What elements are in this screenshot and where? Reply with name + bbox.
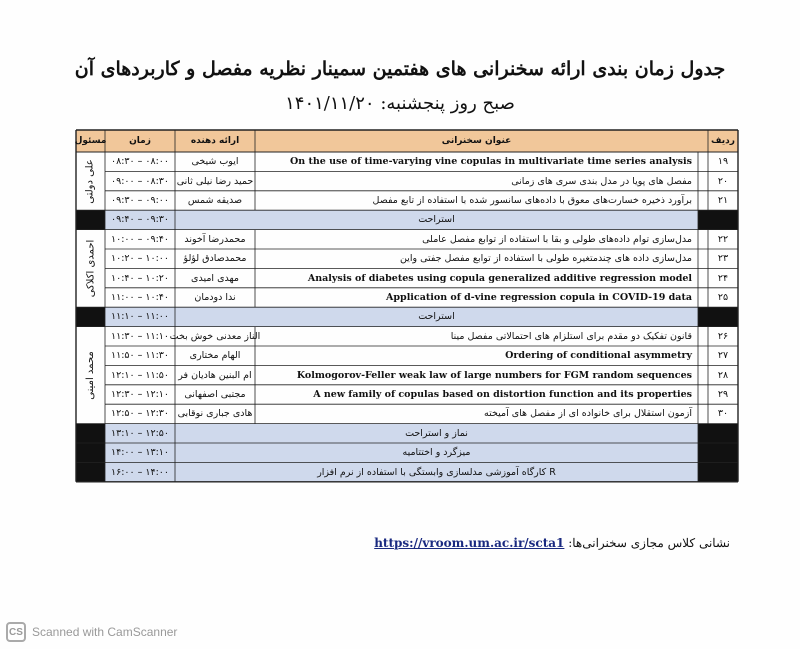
- break-row-dark-cell: [698, 443, 738, 462]
- talk-title: آزمون استقلال برای خانواده ای از مفصل های آمیخته: [484, 408, 692, 420]
- header-time: زمان: [129, 136, 151, 146]
- time-slot: ۱۰:۲۰ – ۱۰:۰۰: [110, 253, 169, 265]
- chair-dark-cell: [76, 307, 105, 326]
- event-label: نماز و استراحت: [405, 427, 468, 439]
- speaker-name: حمید رضا نیلی ثانی: [176, 175, 254, 187]
- row-number: ۲۸: [717, 369, 729, 381]
- time-slot: ۱۰:۰۰ – ۰۹:۴۰: [110, 233, 169, 245]
- time-slot: ۱۳:۱۰ – ۱۲:۵۰: [110, 427, 169, 439]
- time-slot: ۱۱:۳۰ – ۱۱:۱۰: [110, 330, 169, 342]
- speaker-name: ایوب شیخی: [191, 156, 239, 168]
- time-slot: ۱۲:۳۰ – ۱۲:۱۰: [110, 388, 169, 400]
- time-slot: ۰۹:۰۰ – ۰۸:۳۰: [110, 175, 169, 187]
- header-num: ردیف: [711, 136, 735, 146]
- speaker-name: الناز معدنی خوش بخت: [169, 330, 261, 342]
- session-chair-name: احمدی اکلاکی: [85, 239, 97, 298]
- row-number: ۲۶: [717, 330, 729, 342]
- chair-dark-cell: [76, 424, 105, 443]
- page-title: جدول زمان بندی ارائه سخنرانی های هفتمین سمینار نظریه مفصل و کاربردهای آن: [74, 58, 726, 80]
- session-chair: [76, 152, 105, 210]
- row-number: ۲۹: [717, 388, 729, 400]
- speaker-name: محمدصادق لؤلؤ: [183, 253, 247, 265]
- time-slot: ۰۸:۳۰ – ۰۸:۰۰: [110, 156, 169, 168]
- break-label: استراحت: [418, 311, 455, 323]
- session-chair-name: محمد امینی: [85, 350, 96, 400]
- talk-title: مدل‌سازی توام داده‌های طولی و بقا با استفاده از توابع مفصل عاملی: [422, 233, 692, 245]
- break-row-dark-cell: [698, 462, 738, 481]
- talk-title: Application of d-vine regression copula in COVID-19 data: [386, 291, 692, 303]
- virtual-class-link[interactable]: https://vroom.um.ac.ir/scta1: [374, 536, 565, 550]
- event-label: کارگاه آموزشی مدلسازی وابستگی با استفاده از نرم افزار R: [317, 466, 556, 478]
- time-slot: ۱۶:۰۰ – ۱۴:۰۰: [110, 466, 169, 478]
- talk-title: برآورد ذخیره خسارت‌های معوق با داده‌های سانسور شده با استفاده از تابع مفصل: [372, 194, 692, 206]
- time-slot: ۰۹:۴۰ – ۰۹:۳۰: [110, 214, 169, 226]
- header-chair: مسئول: [74, 136, 107, 146]
- time-slot: ۱۴:۰۰ – ۱۳:۱۰: [110, 447, 169, 459]
- time-slot: ۱۲:۱۰ – ۱۱:۵۰: [110, 369, 169, 381]
- chair-dark-cell: [76, 443, 105, 462]
- footer: [290, 536, 730, 550]
- talk-title: Kolmogorov-Feller weak law of large numbers for FGM random sequences: [296, 369, 692, 381]
- row-number: ۲۵: [717, 291, 729, 303]
- row-number: ۲۲: [717, 233, 729, 245]
- row-number: ۲۷: [717, 350, 729, 362]
- speaker-name: مجتبی اصفهانی: [184, 388, 246, 400]
- row-number: ۲۳: [717, 253, 729, 265]
- footer-label: نشانی کلاس مجازی سخنرانی‌ها:: [568, 536, 730, 550]
- session-chair: [76, 230, 105, 308]
- speaker-name: هادی جباری نوقابی: [177, 408, 253, 420]
- header-speaker: ارائه دهنده: [190, 136, 240, 146]
- talk-title: مدل‌سازی داده های چندمتغیره طولی با استفاده از توابع مفصل جفتی واین: [399, 253, 692, 265]
- row-number: ۱۹: [717, 156, 729, 168]
- time-slot: ۱۱:۰۰ – ۱۰:۴۰: [110, 291, 169, 303]
- page-subtitle: صبح روز پنجشنبه: ۱۴۰۱/۱۱/۲۰: [285, 93, 515, 114]
- talk-title: Analysis of diabetes using copula generalized additive regression model: [307, 272, 692, 284]
- break-row-dark-cell: [698, 424, 738, 443]
- talk-title: مفصل های پویا در مدل بندی سری های زمانی: [511, 175, 692, 187]
- speaker-name: ام البنین هادیان فر: [178, 369, 252, 381]
- camscanner-watermark: [6, 622, 177, 642]
- talk-title: Ordering of conditional asymmetry: [505, 350, 692, 362]
- time-slot: ۱۱:۱۰ – ۱۱:۰۰: [110, 311, 169, 323]
- schedule-table: [76, 130, 738, 514]
- chair-dark-cell: [76, 462, 105, 481]
- break-row-dark-cell: [698, 210, 738, 229]
- row-number: ۲۰: [717, 175, 729, 187]
- time-slot: ۱۱:۵۰ – ۱۱:۳۰: [110, 350, 169, 362]
- talk-title: On the use of time-varying vine copulas in multivariate time series analysis: [290, 156, 692, 168]
- speaker-name: ندا دودمان: [194, 291, 236, 303]
- row-number: ۲۴: [717, 272, 729, 284]
- camscanner-text: Scanned with CamScanner: [32, 625, 178, 639]
- time-slot: ۱۲:۵۰ – ۱۲:۳۰: [110, 408, 169, 420]
- camscanner-logo-icon: CS: [6, 622, 26, 642]
- speaker-name: صدیقه شمس: [187, 194, 243, 206]
- time-slot: ۱۰:۴۰ – ۱۰:۲۰: [110, 272, 169, 284]
- time-slot: ۰۹:۳۰ – ۰۹:۰۰: [110, 194, 169, 206]
- speaker-name: محمدرضا آخوند: [184, 233, 246, 245]
- speaker-name: الهام مختاری: [189, 350, 241, 362]
- session-chair-name: علی دولتی: [85, 158, 97, 204]
- header-talk-title: عنوان سخنرانی: [441, 136, 512, 146]
- speaker-name: مهدی امیدی: [191, 272, 239, 284]
- row-number: ۲۱: [717, 194, 729, 206]
- talk-title: قانون تفکیک دو مقدم برای استلزام های احتمالاتی مفصل مینا: [450, 330, 692, 342]
- break-row-dark-cell: [698, 307, 738, 326]
- row-number: ۳۰: [717, 408, 729, 420]
- session-chair: [76, 327, 105, 424]
- break-label: استراحت: [418, 214, 455, 226]
- talk-title: A new family of copulas based on distortion function and its properties: [313, 388, 692, 400]
- event-label: میزگرد و اختتامیه: [402, 447, 471, 459]
- chair-dark-cell: [76, 210, 105, 229]
